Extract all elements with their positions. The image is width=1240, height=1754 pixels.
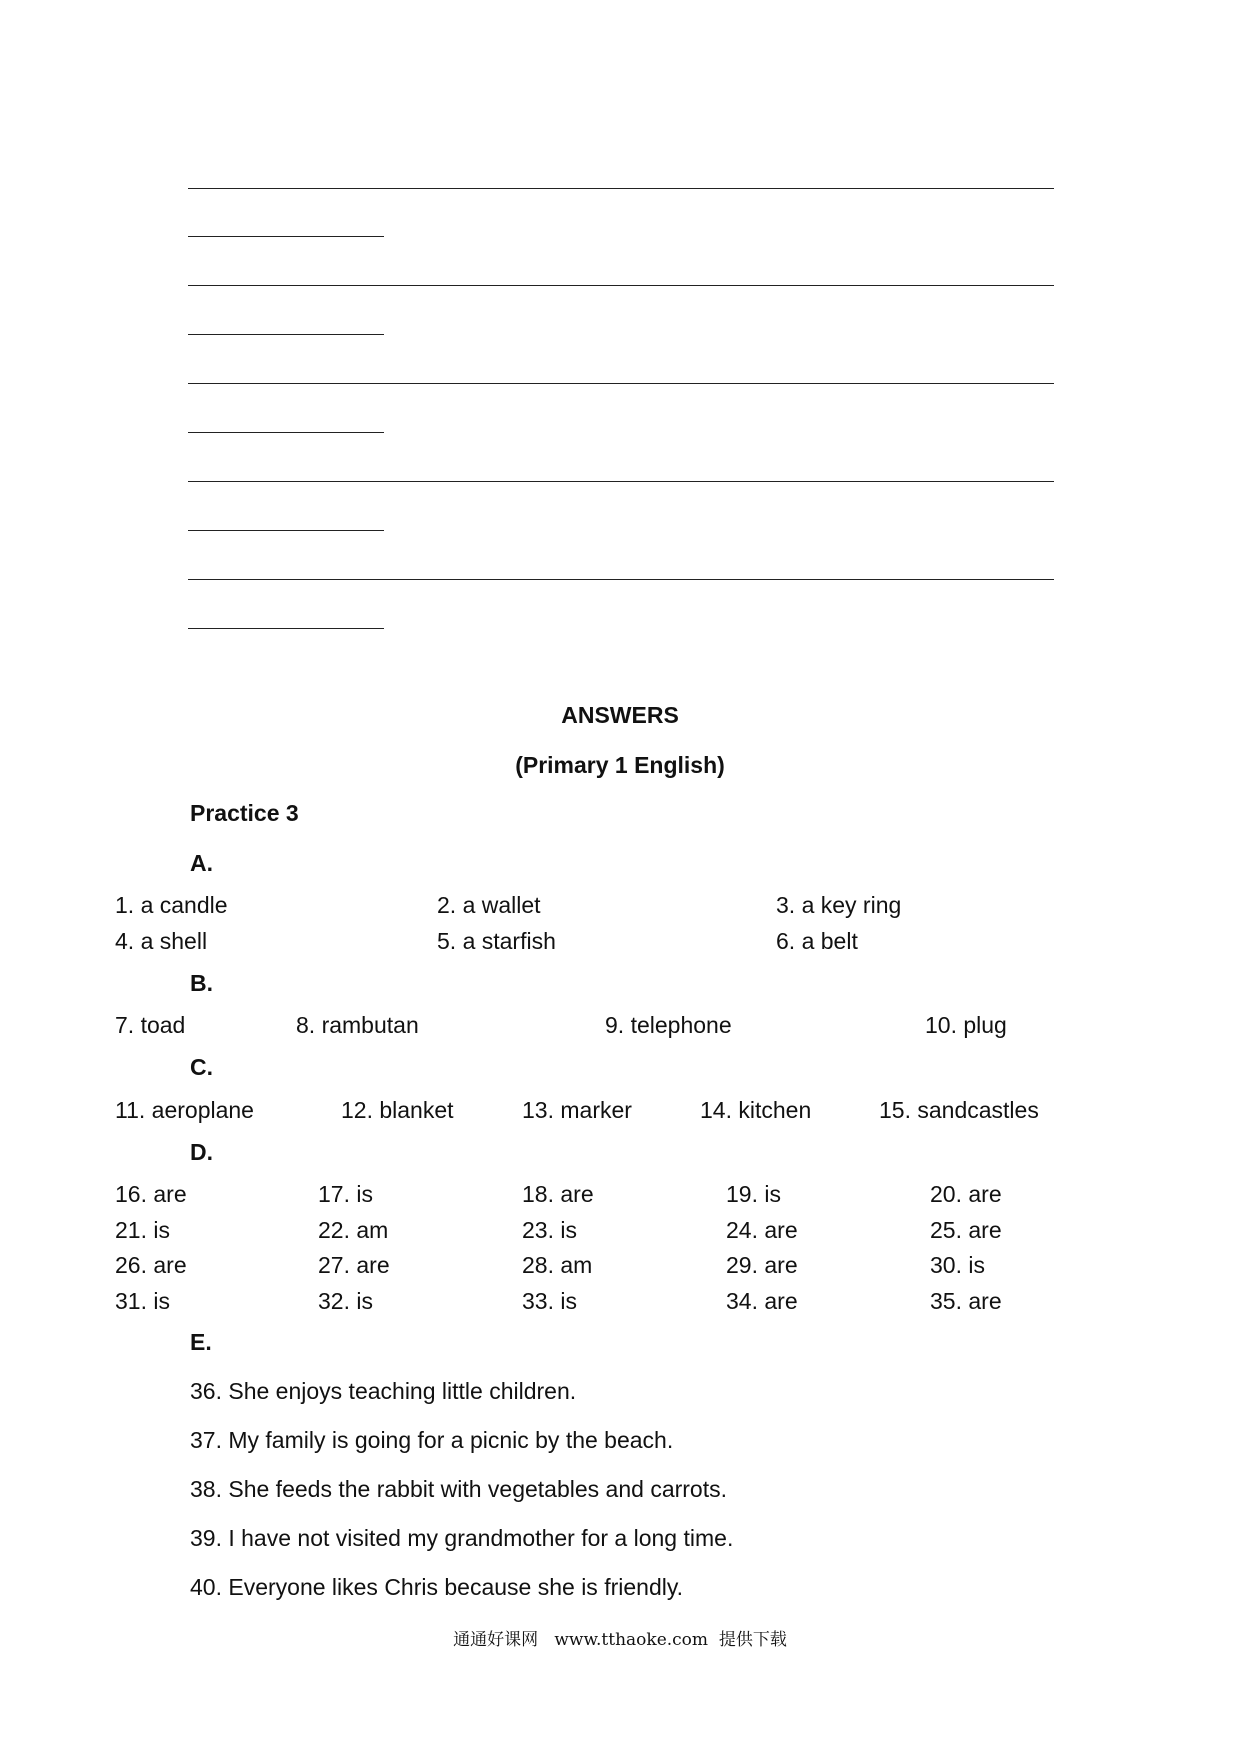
- writing-line: [188, 579, 1054, 580]
- answer-item: 3. a key ring: [776, 892, 902, 918]
- answer-sentence: 40. Everyone likes Chris because she is friendly.: [190, 1574, 684, 1600]
- answer-item: 9. telephone: [605, 1012, 732, 1038]
- answer-item: 17. is: [318, 1181, 373, 1207]
- answer-item: 18. are: [522, 1181, 594, 1207]
- answer-item: 12. blanket: [341, 1097, 454, 1123]
- answer-item: 26. are: [115, 1252, 187, 1278]
- answer-item: 31. is: [115, 1288, 170, 1314]
- answer-item: 8. rambutan: [296, 1012, 419, 1038]
- answer-item: 30. is: [930, 1252, 985, 1278]
- answer-sentence: 36. She enjoys teaching little children.: [190, 1378, 577, 1404]
- answer-item: 10. plug: [925, 1012, 1007, 1038]
- answer-item: 28. am: [522, 1252, 593, 1278]
- answer-item: 11. aeroplane: [115, 1097, 254, 1123]
- writing-line-short: [188, 628, 384, 629]
- answer-item: 14. kitchen: [700, 1097, 812, 1123]
- writing-line-short: [188, 530, 384, 531]
- answer-item: 24. are: [726, 1217, 798, 1243]
- section-a-label: A.: [190, 850, 213, 876]
- answer-item: 15. sandcastles: [879, 1097, 1039, 1123]
- writing-line: [188, 481, 1054, 482]
- answer-item: 21. is: [115, 1217, 170, 1243]
- writing-line-short: [188, 334, 384, 335]
- answer-item: 1. a candle: [115, 892, 228, 918]
- practice-heading: Practice 3: [190, 800, 299, 826]
- answer-item: 2. a wallet: [437, 892, 541, 918]
- answer-item: 13. marker: [522, 1097, 632, 1123]
- answer-item: 4. a shell: [115, 928, 208, 954]
- writing-line: [188, 383, 1054, 384]
- writing-line: [188, 285, 1054, 286]
- answer-item: 29. are: [726, 1252, 798, 1278]
- writing-line-short: [188, 236, 384, 237]
- page-title: ANSWERS: [561, 702, 679, 728]
- answer-item: 34. are: [726, 1288, 798, 1314]
- answer-sentence: 38. She feeds the rabbit with vegetables and carrots.: [190, 1476, 727, 1502]
- answer-item: 35. are: [930, 1288, 1002, 1314]
- answer-item: 27. are: [318, 1252, 390, 1278]
- answer-item: 7. toad: [115, 1012, 186, 1038]
- answer-item: 22. am: [318, 1217, 389, 1243]
- answer-sentence: 37. My family is going for a picnic by the beach.: [190, 1427, 674, 1453]
- writing-line-short: [188, 432, 384, 433]
- answer-item: 23. is: [522, 1217, 577, 1243]
- answer-item: 25. are: [930, 1217, 1002, 1243]
- answer-item: 20. are: [930, 1181, 1002, 1207]
- page-footer: 通通好课网 www.tthaoke.com 提供下载: [453, 1630, 787, 1650]
- answer-item: 16. are: [115, 1181, 187, 1207]
- answer-item: 6. a belt: [776, 928, 858, 954]
- answer-item: 33. is: [522, 1288, 577, 1314]
- page-subtitle: (Primary 1 English): [515, 752, 725, 778]
- answer-item: 19. is: [726, 1181, 781, 1207]
- section-c-label: C.: [190, 1054, 213, 1080]
- answer-item: 5. a starfish: [437, 928, 556, 954]
- section-b-label: B.: [190, 970, 213, 996]
- answer-item: 32. is: [318, 1288, 373, 1314]
- section-d-label: D.: [190, 1139, 213, 1165]
- writing-line: [188, 188, 1054, 189]
- answer-sentence: 39. I have not visited my grandmother for a long time.: [190, 1525, 734, 1551]
- section-e-label: E.: [190, 1329, 212, 1355]
